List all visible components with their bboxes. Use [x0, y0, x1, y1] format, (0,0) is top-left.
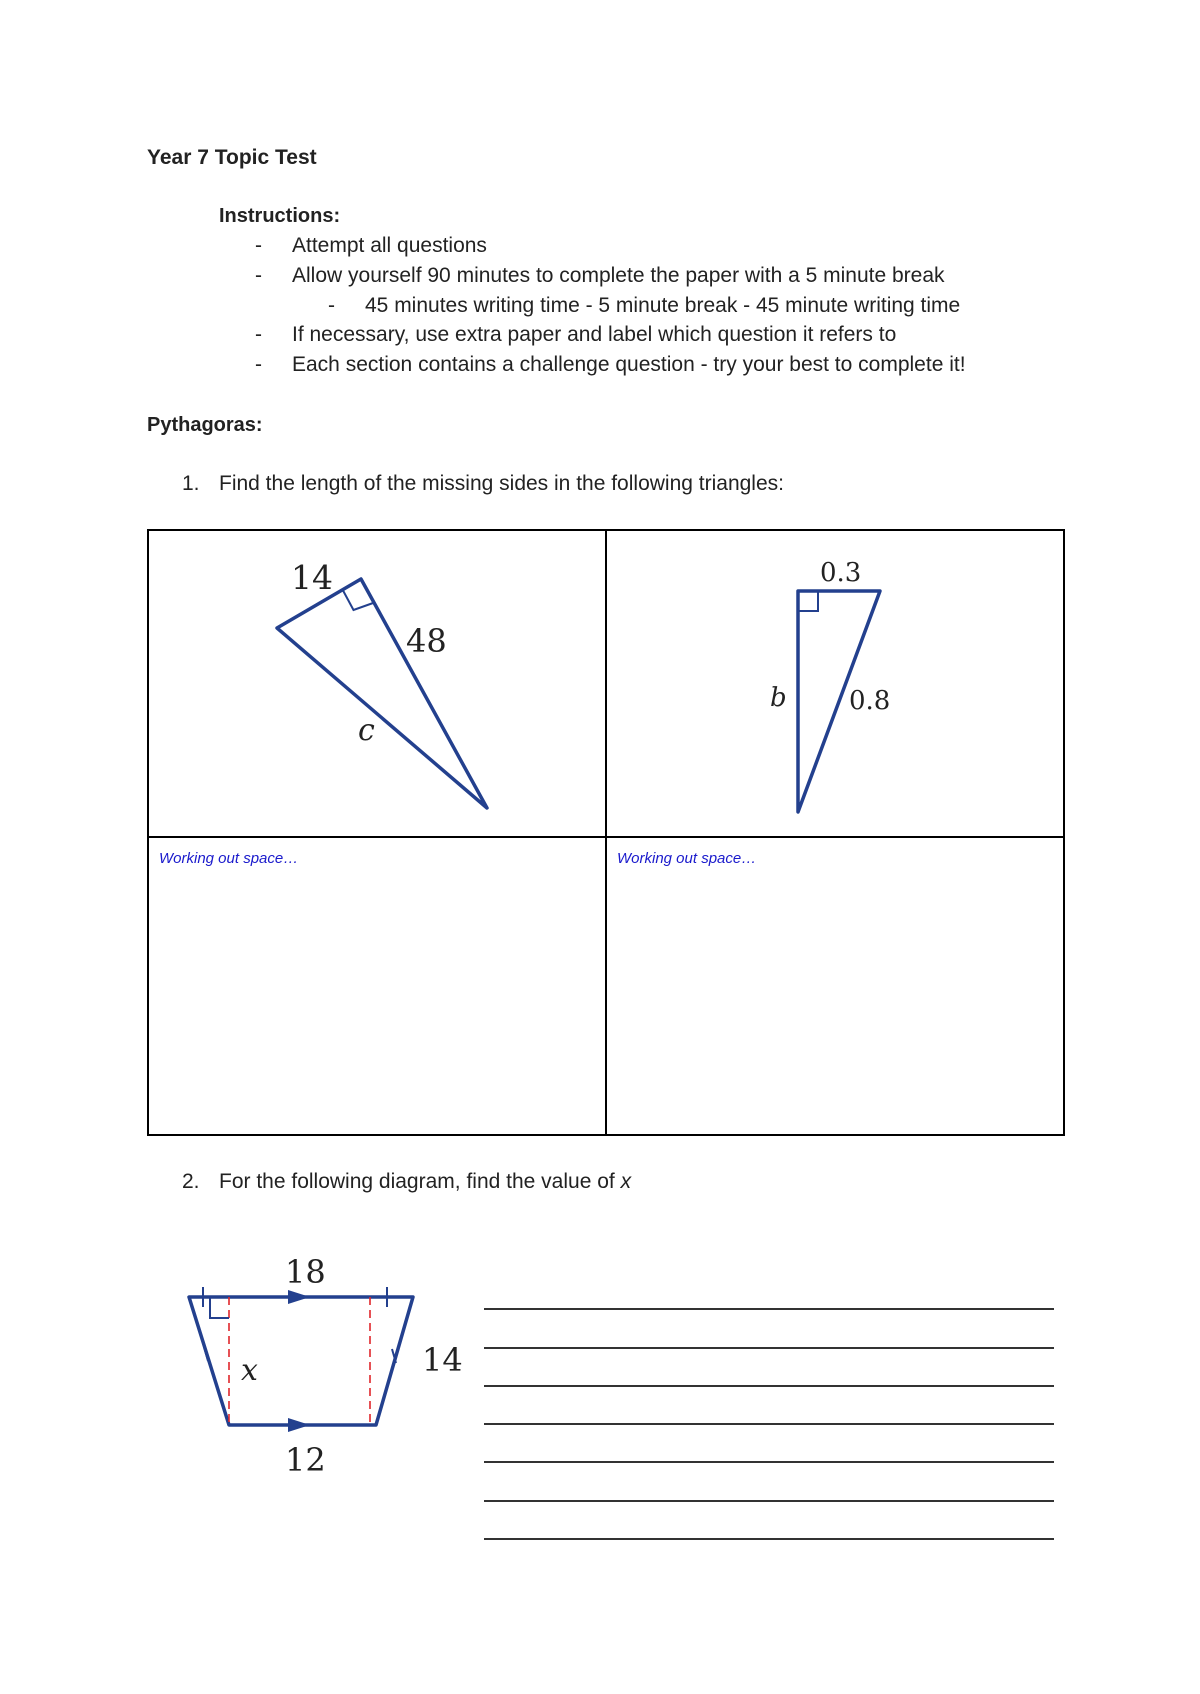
instruction-text: Attempt all questions: [292, 234, 487, 257]
instruction-text: Allow yourself 90 minutes to complete the paper with a 5 minute break: [292, 264, 945, 287]
answer-line[interactable]: [484, 1349, 1054, 1387]
triangle-b-figure: [607, 531, 1063, 836]
triangle-a-cell: [148, 530, 606, 837]
section-heading: Pythagoras:: [147, 414, 263, 436]
trapezium-height-x: x: [241, 1353, 258, 1388]
answer-line[interactable]: [484, 1425, 1054, 1463]
answer-line[interactable]: [484, 1310, 1054, 1348]
question-text-prefix: For the following diagram, find the value of: [219, 1170, 621, 1193]
answer-line[interactable]: [484, 1463, 1054, 1501]
instruction-text: If necessary, use extra paper and label which question it refers to: [292, 323, 897, 346]
instructions-heading: Instructions:: [219, 205, 341, 227]
question-number: 2.: [182, 1170, 200, 1193]
question-text: [219, 1170, 631, 1194]
bullet-dash: -: [255, 234, 262, 257]
answer-line[interactable]: [484, 1502, 1054, 1540]
page-title: Year 7 Topic Test: [147, 146, 317, 169]
bullet-dash: -: [255, 353, 262, 376]
triangle-a-figure: [149, 531, 605, 836]
answer-line[interactable]: [484, 1387, 1054, 1425]
answer-line[interactable]: [484, 1272, 1054, 1310]
answer-lines: [484, 1272, 1054, 1540]
trapezium-top-18: 18: [285, 1253, 326, 1291]
working-space-a[interactable]: [148, 837, 606, 1135]
triangle-b-hyp: 0.8: [849, 686, 891, 716]
triangle-a-side-48: 48: [406, 622, 447, 660]
triangle-a-hyp-c: c: [358, 713, 375, 748]
triangle-b-side-b: b: [770, 683, 787, 713]
working-label: Working out space…: [617, 850, 757, 867]
question-number: 1.: [182, 472, 200, 495]
trapezium-bottom-12: 12: [285, 1441, 326, 1479]
triangle-b-top: 0.3: [820, 558, 862, 588]
instruction-text: 45 minutes writing time - 5 minute break - 45 minute writing time: [365, 294, 961, 317]
bullet-dash: -: [255, 323, 262, 346]
working-space-b[interactable]: [606, 837, 1064, 1135]
working-label: Working out space…: [159, 850, 299, 867]
question-variable: x: [620, 1170, 632, 1193]
bullet-dash: -: [328, 294, 335, 317]
triangle-b-cell: [606, 530, 1064, 837]
triangle-a-side-14: 14: [291, 558, 333, 597]
question-text: Find the length of the missing sides in the following triangles:: [219, 472, 784, 495]
instruction-text: Each section contains a challenge question - try your best to complete it!: [292, 353, 966, 376]
bullet-dash: -: [255, 264, 262, 287]
question-1-table: [147, 529, 1065, 1136]
trapezium-figure: [170, 1245, 470, 1485]
trapezium-side-14: 14: [422, 1341, 463, 1379]
